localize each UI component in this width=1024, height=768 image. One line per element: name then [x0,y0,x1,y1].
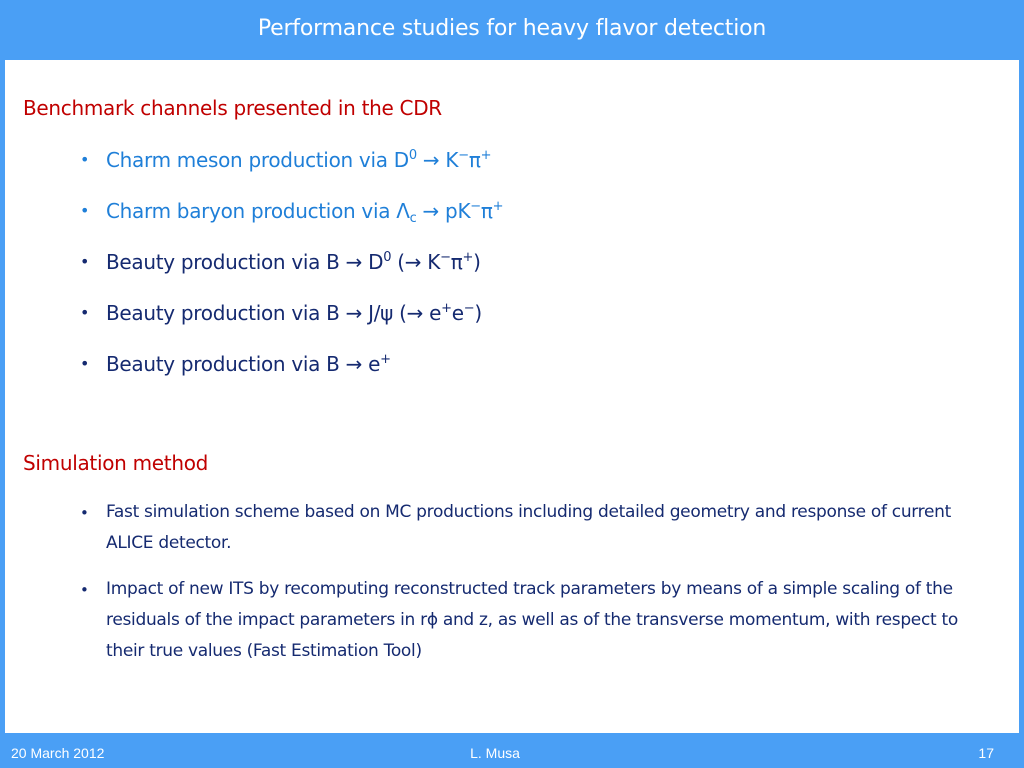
bullet-icon: • [80,252,90,271]
section-heading-benchmark: Benchmark channels presented in the CDR [23,96,442,120]
list-item-impact-its: Impact of new ITS by recomputing reconstructed track parameters by means of a simple scaling of the residuals of the impact parameters in rϕ and z, as well as of the transverse momentum, with respect to their true values (Fast Estimation Tool) [106,579,958,661]
slide-title: Performance studies for heavy flavor detection [0,0,1024,58]
list-item-charm-baryon: Charm baryon production via $\Lambda_c \to pK^-\pi^+$ [106,199,504,226]
list-item-fast-simulation: Fast simulation scheme based on MC productions including detailed geometry and response of current ALICE detector. [106,502,951,553]
footer-page-number: 17 [978,745,994,761]
list-item-beauty-jpsi: Beauty production via B → J/ψ (→ e+e−) [106,301,482,325]
list-item-beauty-d0: Beauty production via $B \to D^0$ (→ K−π+) [106,250,481,274]
bullet-icon: • [80,354,90,373]
bullet-icon: • [80,504,89,522]
section-heading-simulation: Simulation method [23,451,209,475]
footer-author: L. Musa [470,745,520,761]
bullet-icon: • [80,581,89,599]
bullet-icon: • [80,150,90,169]
bullet-icon: • [80,201,90,220]
list-item-beauty-e: Beauty production via B → e+ [106,352,391,376]
bullet-icon: • [80,303,90,322]
list-item-charm-meson: Charm meson production via $D^0 \to K^-\pi^+$ [106,148,492,172]
footer-date: 20 March 2012 [11,745,105,761]
